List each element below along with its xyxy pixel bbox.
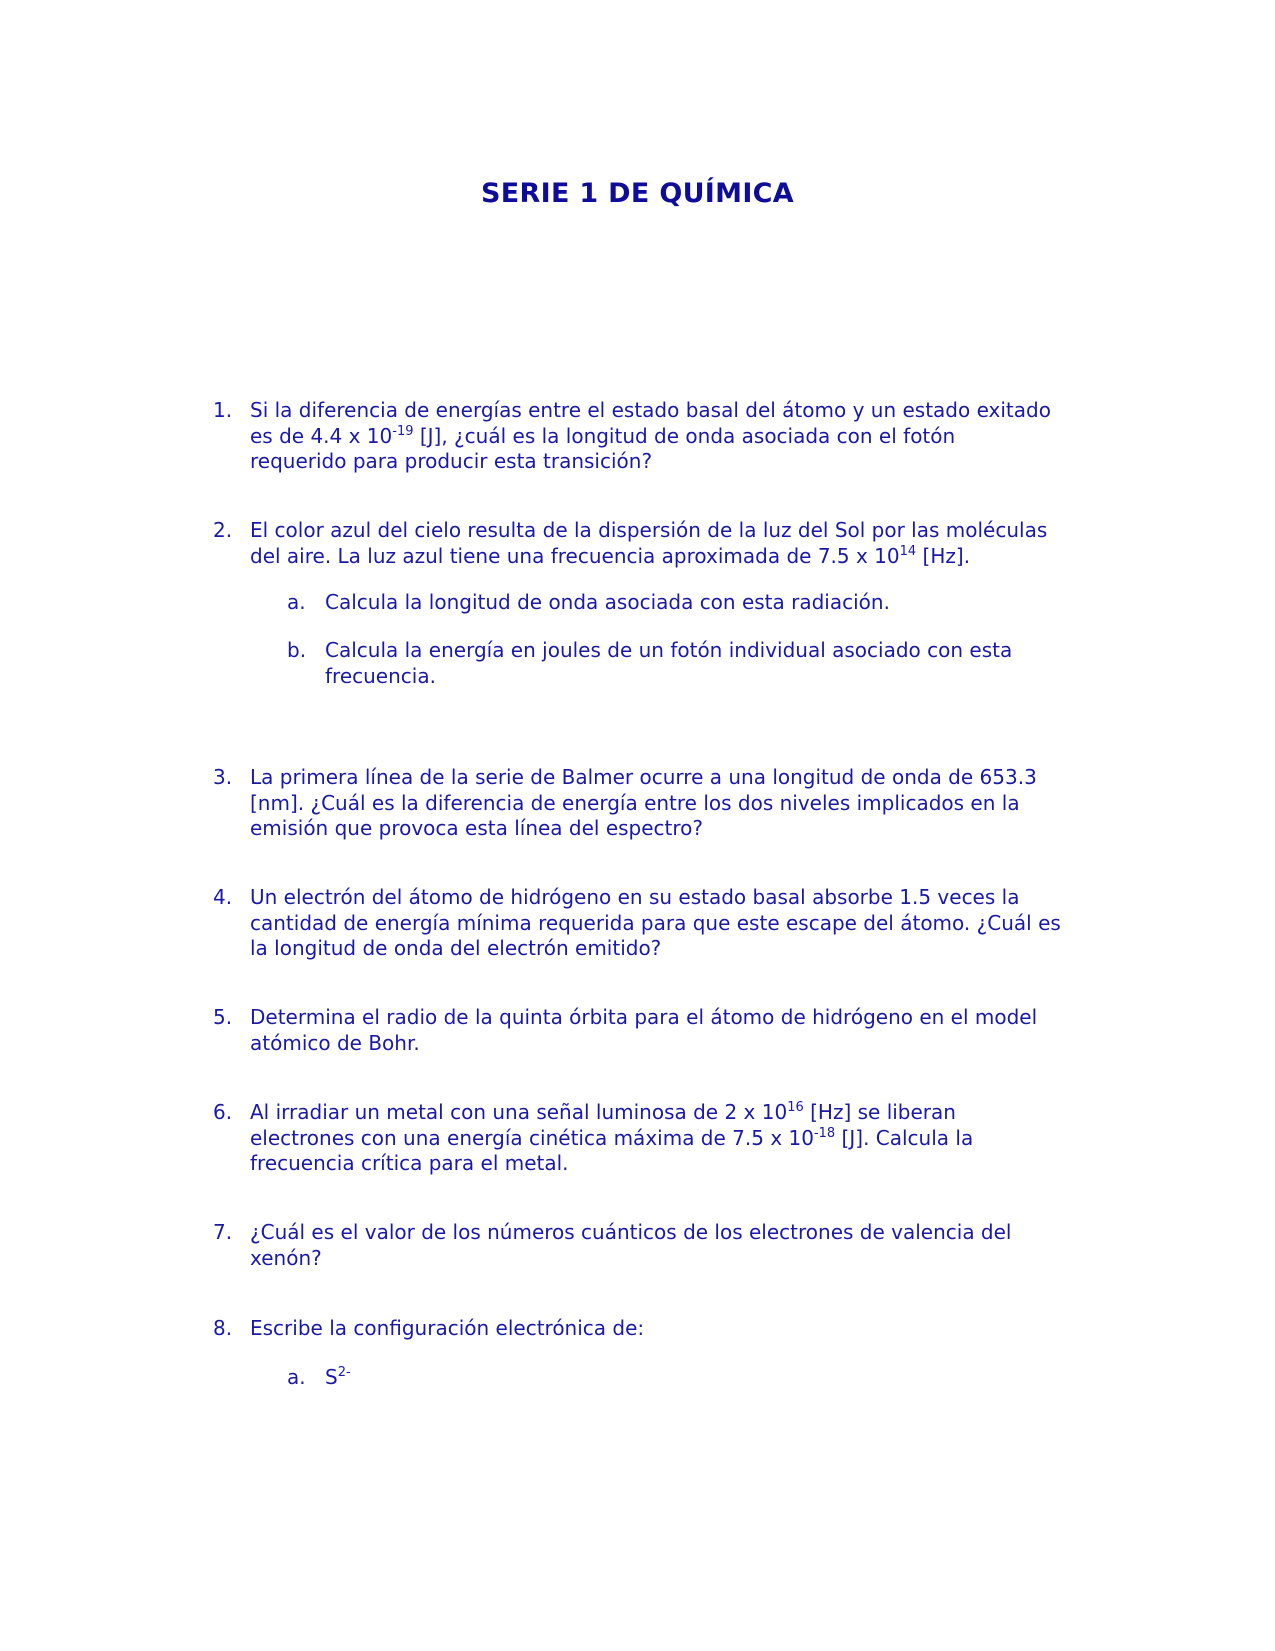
question-line: [nm]. ¿Cuál es la diferencia de energía entre los dos niveles implicados en la — [250, 790, 1020, 815]
text-run: [J], ¿cuál es la longitud de onda asociada con el fotón — [413, 423, 956, 448]
page-title: SERIE 1 DE QUÍMICA — [481, 178, 794, 209]
text-run: [Hz] se liberan — [803, 1100, 956, 1124]
question-line — [250, 1100, 1100, 1126]
subitem-line — [325, 1365, 1105, 1391]
subitem-2a — [287, 590, 1117, 616]
question-text — [250, 518, 1100, 569]
subitem-text — [325, 638, 1105, 689]
question-line: cantidad de energía mínima requerida para que este escape del átomo. ¿Cuál es — [250, 910, 1061, 935]
ion-symbol: S — [325, 1365, 338, 1389]
question-line: La primera línea de la serie de Balmer ocurre a una longitud de onda de 653.3 — [250, 765, 1037, 789]
subitem-letter: b. — [287, 638, 307, 662]
question-number: 1. — [213, 398, 233, 422]
question-number: 6. — [213, 1100, 233, 1124]
question-line — [250, 424, 1100, 450]
question-1 — [213, 398, 1113, 475]
question-text — [250, 398, 1100, 475]
ion-charge: 2- — [337, 1365, 351, 1380]
text-run: requerido para producir esta transición? — [250, 449, 653, 473]
question-text — [250, 885, 1100, 962]
text-run: es de 4.4 x 10 — [250, 423, 393, 448]
question-line: Escribe la configuración electrónica de: — [250, 1316, 645, 1340]
text-run: [Hz]. — [916, 543, 971, 568]
subitem-letter: a. — [287, 1365, 306, 1389]
subitem-line: Calcula la energía en joules de un fotón individual asociado con esta — [325, 638, 1013, 662]
text-run: Al irradiar un metal con una señal luminosa de 2 x 10 — [250, 1100, 788, 1124]
question-text — [250, 1316, 1100, 1342]
subitem-letter: a. — [287, 590, 306, 614]
question-number: 4. — [213, 885, 233, 909]
text-run: electrones con una energía cinética máxima de 7.5 x 10 — [250, 1125, 814, 1150]
question-8 — [213, 1316, 1113, 1342]
subitem-text — [325, 590, 1105, 616]
question-line: Determina el radio de la quinta órbita para el átomo de hidrógeno en el model — [250, 1005, 1038, 1029]
subitem-2b — [287, 638, 1117, 689]
question-number: 5. — [213, 1005, 233, 1029]
question-4 — [213, 885, 1113, 962]
question-line — [250, 518, 1100, 544]
question-6 — [213, 1100, 1113, 1177]
question-line: frecuencia crítica para el metal. — [250, 1151, 569, 1175]
question-number: 7. — [213, 1220, 233, 1244]
question-line: xenón? — [250, 1245, 322, 1270]
exponent: -19 — [392, 423, 414, 439]
exponent: 16 — [787, 1100, 804, 1115]
question-text — [250, 1005, 1100, 1056]
question-number: 8. — [213, 1316, 233, 1340]
question-text — [250, 1220, 1100, 1271]
text-run: [J]. Calcula la — [835, 1125, 974, 1150]
subitem-8a — [287, 1365, 1117, 1391]
question-line — [250, 398, 1100, 424]
exponent: 14 — [899, 543, 917, 559]
question-line: ¿Cuál es el valor de los números cuánticos de los electrones de valencia del — [250, 1220, 1012, 1244]
subitem-text — [325, 1365, 1105, 1391]
question-text — [250, 1100, 1100, 1177]
question-number: 3. — [213, 765, 233, 789]
question-line — [250, 1126, 1100, 1152]
question-text — [250, 765, 1100, 842]
question-number: 2. — [213, 518, 233, 542]
question-line: la longitud de onda del electrón emitido? — [250, 936, 662, 960]
question-line — [250, 544, 1100, 570]
question-line: atómico de Bohr. — [250, 1030, 420, 1055]
exponent: -18 — [813, 1125, 836, 1141]
question-7 — [213, 1220, 1113, 1271]
subitem-line: frecuencia. — [325, 663, 436, 688]
text-run: del aire. La luz azul tiene una frecuencia aproximada de 7.5 x 10 — [250, 543, 900, 568]
question-line: Un electrón del átomo de hidrógeno en su estado basal absorbe 1.5 veces la — [250, 885, 1020, 909]
subitem-line: Calcula la longitud de onda asociada con esta radiación. — [325, 590, 890, 614]
question-line: emisión que provoca esta línea del espectro? — [250, 816, 704, 840]
question-5 — [213, 1005, 1113, 1056]
text-run: Si la diferencia de energías entre el estado basal del átomo y un estado exitado — [250, 398, 1051, 422]
question-2 — [213, 518, 1113, 569]
question-line — [250, 449, 1100, 475]
question-3 — [213, 765, 1113, 842]
text-run: El color azul del cielo resulta de la dispersión de la luz del Sol por las moléculas — [250, 518, 1048, 542]
